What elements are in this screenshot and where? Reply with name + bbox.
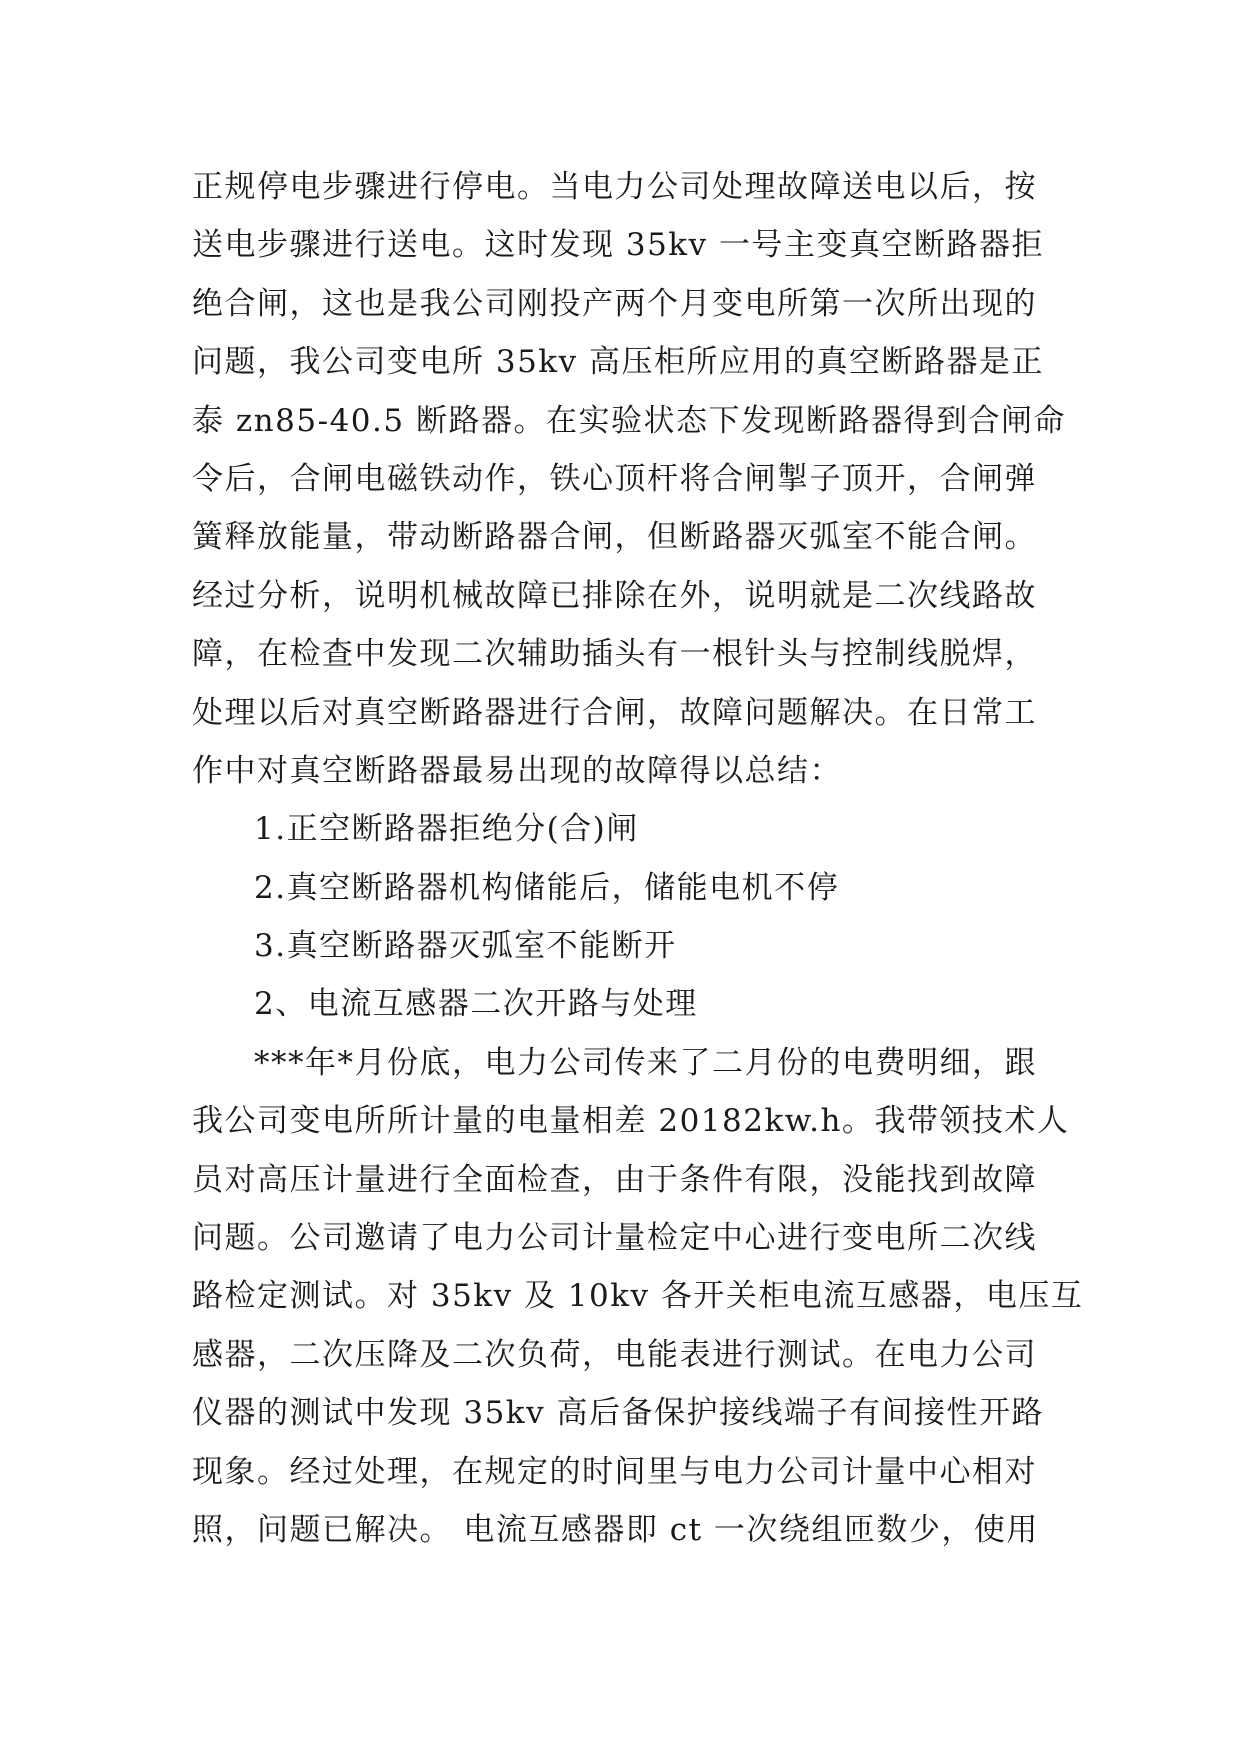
body-text (192, 158, 1084, 1559)
text-line: 感器，二次压降及二次负荷，电能表进行测试。在电力公司 (192, 1336, 1037, 1373)
text-line: 我公司变电所所计量的电量相差 20182kw.h。我带领技术人 (192, 1103, 1070, 1140)
text-line: 处理以后对真空断路器进行合闸，故障问题解决。在日常工 (192, 694, 1037, 731)
text-line: 问题，我公司变电所 35kv 高压柜所应用的真空断路器是正 (192, 344, 1044, 381)
text-line: 员对高压计量进行全面检查，由于条件有限，没能找到故障 (192, 1161, 1037, 1198)
text-line: 障，在检查中发现二次辅助插头有一根针头与控制线脱焊， (192, 636, 1037, 673)
list-item: 3.真空断路器灭弧室不能断开 (254, 928, 677, 965)
text-line: 泰 zn85-40.5 断路器。在实验状态下发现断路器得到合闸命 (192, 402, 1066, 439)
text-line: 仪器的测试中发现 35kv 高后备保护接线端子有间接性开路 (192, 1395, 1044, 1432)
text-line: 经过分析，说明机械故障已排除在外，说明就是二次线路故 (192, 577, 1037, 614)
list-item: 1.正空断路器拒绝分(合)闸 (254, 811, 639, 848)
text-line: 路检定测试。对 35kv 及 10kv 各开关柜电流互感器，电压互 (192, 1278, 1084, 1315)
list-item: 2.真空断路器机构储能后，储能电机不停 (254, 869, 840, 906)
section-heading: 2、电流互感器二次开路与处理 (254, 986, 698, 1023)
text-line: 绝合闸，这也是我公司刚投产两个月变电所第一次所出现的 (192, 285, 1037, 322)
text-line: 送电步骤进行送电。这时发现 35kv 一号主变真空断路器拒 (192, 227, 1044, 264)
paragraph-start: ***年*月份底，电力公司传来了二月份的电费明细，跟 (254, 1044, 1037, 1081)
text-line: 作中对真空断路器最易出现的故障得以总结： (192, 752, 842, 789)
text-line: 照，问题已解决。 电流互感器即 ct 一次绕组匝数少，使用 (192, 1511, 1039, 1548)
text-line: 现象。经过处理，在规定的时间里与电力公司计量中心相对 (192, 1453, 1037, 1490)
text-line: 令后，合闸电磁铁动作，铁心顶杆将合闸掣子顶开，合闸弹 (192, 460, 1037, 497)
text-line: 问题。公司邀请了电力公司计量检定中心进行变电所二次线 (192, 1220, 1037, 1257)
text-line: 簧释放能量，带动断路器合闸，但断路器灭弧室不能合闸。 (192, 519, 1037, 556)
text-line: 正规停电步骤进行停电。当电力公司处理故障送电以后，按 (192, 169, 1037, 205)
